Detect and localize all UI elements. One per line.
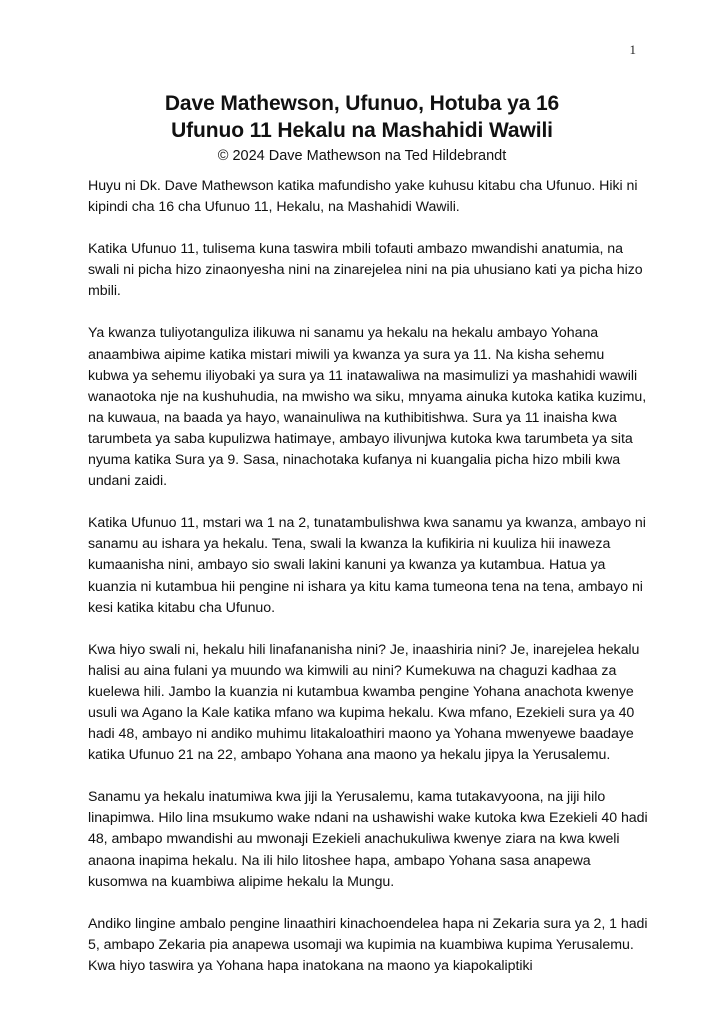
document-body <box>88 176 648 998</box>
paragraph: Sanamu ya hekalu inatumiwa kwa jiji la Yerusalemu, kama tutakavyoona, na jiji hilo linapimwa. Hilo lina msukumo wake ndani na ushawishi wake kutoka kwa Ezekieli 40 hadi 48, ambapo mwandishi au mwonaji Ezekieli anachukuliwa kwenye ziara na kwa kweli anaona inapima hekalu. Na ili hilo litoshee hapa, ambapo Yohana sasa anapewa kusomwa na kuambiwa alipime hekalu la Mungu. <box>88 789 648 890</box>
paragraph: Ya kwanza tuliyotanguliza ilikuwa ni sanamu ya hekalu na hekalu ambayo Yohana anaambiwa aipime katika mistari miwili ya kwanza ya sura ya 11. Na kisha sehemu kubwa ya sehemu iliyobaki ya sura ya 11 inatawaliwa na masimulizi ya mashahidi wawili wanaotoka nje na kushuhudia, na mwisho wa siku, mnyama ainuka kutoka katika kuzimu, na kuwaua, na baada ya hayo, wanainuliwa na kuthibitishwa. Sura ya 11 inaisha kwa tarumbeta ya saba kupulizwa hatimaye, ambayo ilivunjwa kutoka kwa tarumbeta ya sita nyuma katika Sura ya 9. Sasa, ninachotaka kufanya ni kuangalia picha hizo mbili kwa undani zaidi. <box>88 325 647 490</box>
paragraph: Andiko lingine ambalo pengine linaathiri kinachoendelea hapa ni Zekaria sura ya 2, 1 hadi 5, ambapo Zekaria pia anapewa usomaji wa kupimia na kuambiwa kupima Yerusalemu. Kwa hiyo taswira ya Yohana hapa inatokana na maono ya kiapokaliptiki <box>88 915 648 974</box>
document-header <box>0 90 724 167</box>
paragraph: Kwa hiyo swali ni, hekalu hili linafananisha nini? Je, inaashiria nini? Je, inarejelea hekalu halisi au aina fulani ya muundo wa kimwili au nini? Kumekuwa na chaguzi kadhaa za kuelewa hili. Jambo la kuanzia ni kutambua kwamba pengine Yohana anachota kwenye usuli wa Agano la Kale katika mfano wa kupima hekalu. Kwa mfano, Ezekieli sura ya 40 hadi 48, ambayo ni andiko muhimu litakaloathiri maono ya Yohana mwenyewe baadaye katika Ufunuo 21 na 22, ambapo Yohana ana maono ya hekalu jipya la Yerusalemu. <box>88 641 640 764</box>
paragraph: Huyu ni Dk. Dave Mathewson katika mafundisho yake kuhusu kitabu cha Ufunuo. Hiki ni kipindi cha 16 cha Ufunuo 11, Hekalu, na Mashahidi Wawili. <box>88 178 638 216</box>
document-title-line-2: Ufunuo 11 Hekalu na Mashahidi Wawili <box>171 119 553 142</box>
paragraph: Katika Ufunuo 11, tulisema kuna taswira mbili tofauti ambazo mwandishi anatumia, na swali ni picha hizo zinaonyesha nini na zinarejelea nini na pia uhusiano kati ya picha hizo mbili. <box>88 241 643 300</box>
page-number: 1 <box>629 42 636 57</box>
paragraph: Katika Ufunuo 11, mstari wa 1 na 2, tunatambulishwa kwa sanamu ya kwanza, ambayo ni sanamu au ishara ya hekalu. Tena, swali la kwanza la kufikiria ni kuuliza hii inaweza kumaanisha nini, ambayo sio swali lakini kanuni ya kwanza ya kutambua. Hatua ya kuanzia ni kutambua hii pengine ni ishara ya kitu kama tumeona tena na tena, ambayo ni kesi katika kitabu cha Ufunuo. <box>88 515 646 616</box>
copyright-notice: © 2024 Dave Mathewson na Ted Hildebrandt <box>217 148 507 164</box>
document-title-line-1: Dave Mathewson, Ufunuo, Hotuba ya 16 <box>164 92 560 115</box>
